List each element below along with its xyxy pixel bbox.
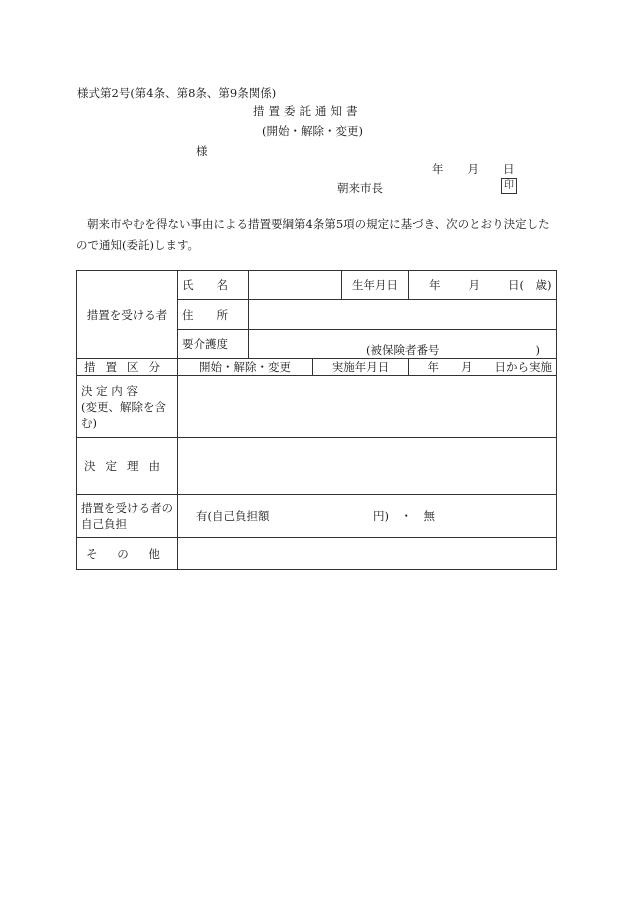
date-month: 月	[467, 162, 479, 176]
address-label: 住 所	[178, 300, 249, 330]
decision-content-title: 決 定 内 容	[81, 383, 138, 398]
other-field[interactable]	[178, 538, 557, 570]
category-options[interactable]: 開始・解除・変更	[178, 359, 313, 376]
dob-month: 月	[468, 278, 480, 292]
table-row	[77, 271, 557, 300]
decision-content-note: (変更、解除を含む)	[81, 399, 166, 430]
table-row	[77, 376, 557, 438]
effective-year: 年	[427, 360, 439, 374]
table-row	[77, 495, 557, 538]
notice-form-table	[76, 270, 557, 570]
other-label: そ の 他	[77, 538, 178, 570]
form-number: 様式第2号(第4条、第8条、第9条関係)	[77, 86, 277, 100]
effective-month: 月	[461, 360, 473, 374]
dob-year: 年	[429, 278, 441, 292]
table-row	[77, 438, 557, 495]
body-text: 朝来市やむを得ない事由による措置要綱第4条第5項の規定に基づき、次のとおり決定したので通知(委託)します。	[76, 217, 550, 252]
addressee-honorific: 様	[196, 144, 208, 158]
care-level-label: 要介護度	[178, 330, 249, 359]
decision-content-field[interactable]	[178, 376, 557, 438]
issue-date	[432, 161, 515, 177]
name-field[interactable]	[249, 271, 342, 300]
category-label: 措置区分	[77, 359, 178, 376]
table-row	[77, 538, 557, 570]
dob-label: 生年月日	[342, 271, 409, 300]
copay-field[interactable]: 有(自己負担額 円) ・ 無	[178, 495, 557, 538]
document-title: 措置委託通知書	[253, 104, 362, 118]
date-year: 年	[432, 162, 444, 176]
issuer-name: 朝来市長	[337, 181, 383, 195]
insured-number-close: )	[535, 343, 540, 357]
decision-content-label	[77, 376, 178, 438]
address-field[interactable]	[249, 300, 557, 330]
dob-field[interactable]	[409, 271, 557, 300]
effective-date-label: 実施年月日	[313, 359, 409, 376]
effective-date-field[interactable]	[409, 359, 557, 376]
name-label: 氏 名	[178, 271, 249, 300]
decision-reason-label: 決定理由	[77, 438, 178, 495]
decision-reason-field[interactable]	[178, 438, 557, 495]
date-day: 日	[503, 162, 515, 176]
effective-day: 日から実施	[494, 360, 552, 374]
seal-mark: 印	[501, 178, 517, 194]
document-subtitle: (開始・解除・変更)	[262, 124, 363, 138]
table-row	[77, 359, 557, 376]
insured-number-field[interactable]	[249, 330, 557, 359]
dob-day-age: 日( 歳)	[508, 278, 552, 292]
copay-label: 措置を受ける者の自己負担	[77, 495, 178, 538]
insured-number-open: (被保険者番号	[366, 343, 440, 357]
recipient-label: 措置を受ける者	[77, 271, 178, 359]
